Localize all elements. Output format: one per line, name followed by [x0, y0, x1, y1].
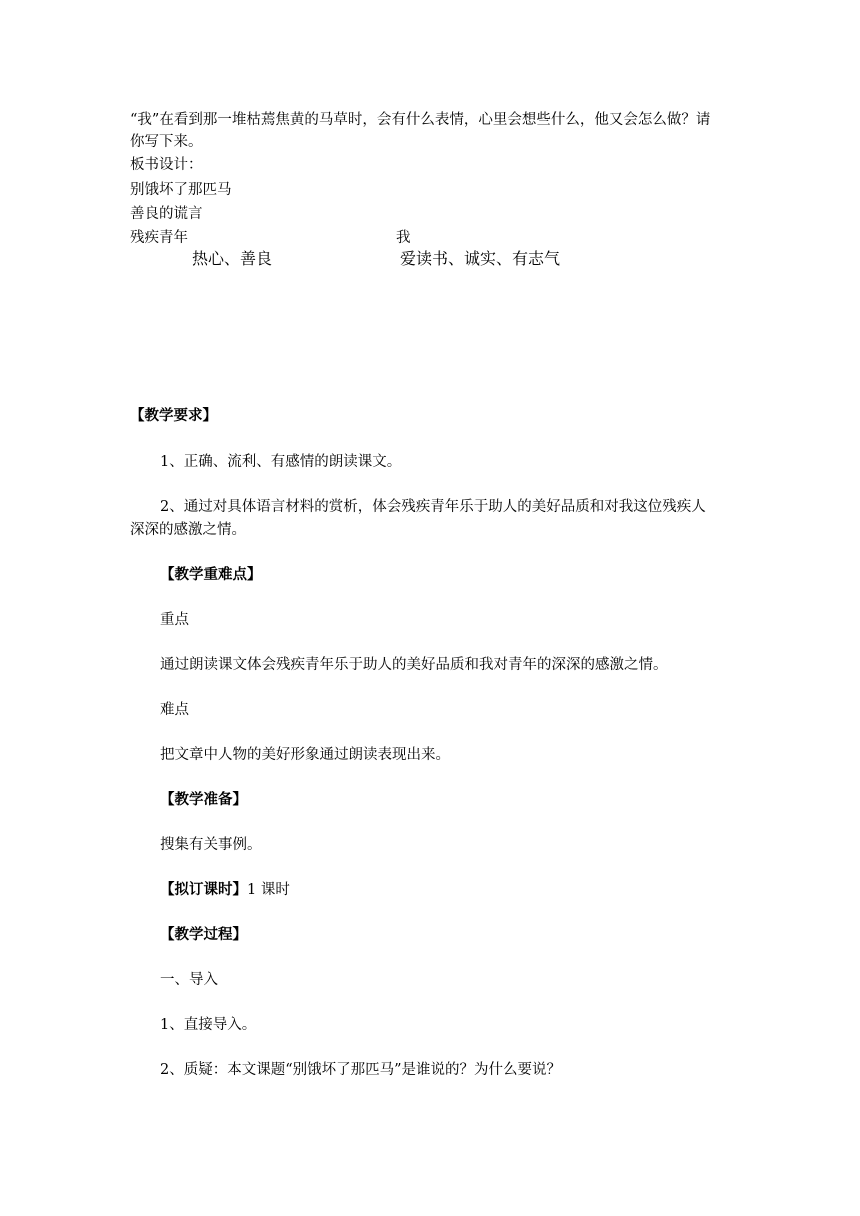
- requirements-heading: 【教学要求】: [130, 407, 217, 424]
- key-point-text: 通过朗读课文体会残疾青年乐于助人的美好品质和我对青年的深深的感激之情。: [160, 657, 668, 673]
- requirement-item-2-line-2: 深深的感激之情。: [130, 522, 246, 538]
- board-heading: 板书设计：: [130, 157, 203, 173]
- preparation-heading: 【教学准备】: [160, 791, 247, 808]
- schedule-value: 1 课时: [247, 882, 290, 898]
- board-right-traits: 爱读书、诚实、有志气: [400, 249, 561, 268]
- board-left-person: 残疾青年: [130, 230, 188, 246]
- requirement-item-2-line-1: 2、通过对具体语言材料的赏析，体会残疾青年乐于助人的美好品质和对我这位残疾人: [160, 499, 706, 515]
- process-step-1: 一、导入: [160, 972, 218, 988]
- question-line-2: 你写下来。: [130, 134, 203, 150]
- difficulty-text: 把文章中人物的美好形象通过朗读表现出来。: [160, 747, 450, 763]
- process-heading: 【教学过程】: [160, 926, 247, 943]
- requirement-item-1: 1、正确、流利、有感情的朗读课文。: [160, 454, 402, 470]
- process-step-1-item-2: 2、质疑：本文课题“别饿坏了那匹马”是谁说的？为什么要说？: [160, 1062, 562, 1078]
- preparation-text: 搜集有关事例。: [160, 837, 262, 853]
- question-line-1: “我”在看到那一堆枯蔫焦黄的马草时，会有什么表情，心里会想些什么，他又会怎么做？请: [130, 112, 711, 128]
- key-point-label: 重点: [160, 612, 189, 628]
- process-step-1-item-1: 1、直接导入。: [160, 1017, 257, 1033]
- board-right-person: 我: [396, 230, 411, 246]
- schedule-heading: 【拟订课时】: [160, 881, 247, 898]
- board-title: 别饿坏了那匹马: [130, 182, 232, 198]
- key-points-heading: 【教学重难点】: [160, 566, 262, 583]
- difficulty-label: 难点: [160, 702, 189, 718]
- board-left-traits: 热心、善良: [192, 249, 273, 268]
- board-subtitle: 善良的谎言: [130, 206, 203, 222]
- schedule-row: [160, 880, 290, 900]
